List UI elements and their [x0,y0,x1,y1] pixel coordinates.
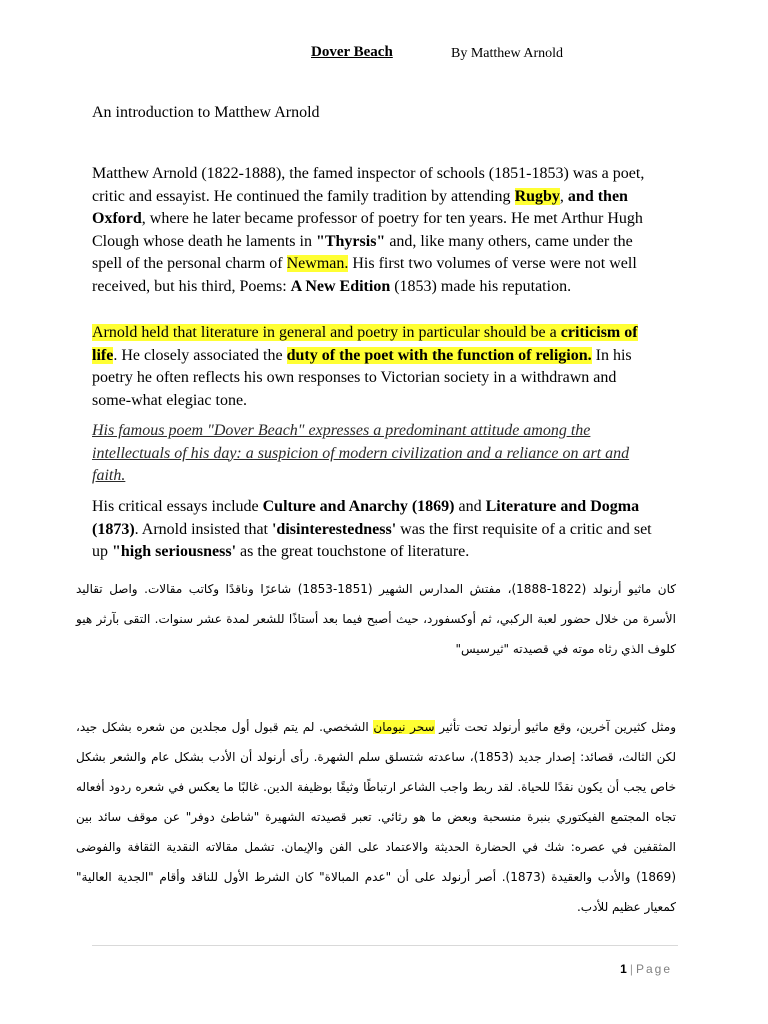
document-title: Dover Beach [311,44,393,60]
text-run: and [454,498,486,515]
intro-heading: An introduction to Matthew Arnold [92,104,320,121]
arabic-paragraph-2 [76,712,676,922]
paragraph-dover-beach: His famous poem "Dover Beach" expresses a predominant attitude among the intellectuals of his day: a suspicion of modern civilization and a reliance on art and faith. [92,422,630,484]
arabic-paragraph-1: كان ماثيو أرنولد (1822-1888)، مفتش المدارس الشهير (1851-1853) شاعرًا وناقدًا وكاتب مقالات. واصل تقاليد الأسرة من خلال حضور لعبة الركبي، ثم أوكسفورد، حيث أصبح فيما بعد أستاذًا للشعر لمدة عشر سنوات. التقى بآرثر هيو كلوف الذي رثاه موته في قصيدته "ثيرسيس" [76,582,676,656]
text-run: as the great touchstone of literature. [236,543,470,560]
text-run: ومثل كثيرين آخرين، وقع ماثيو أرنولد تحت تأثير [434,720,676,734]
document-author: By Matthew Arnold [451,46,563,61]
text-run: الشخصي. لم يتم قبول أول مجلدين من شعره بشكل جيد، لكن الثالث، قصائد: إصدار جديد (1853)، ساعدته شتسلق سلم الشهرة. رأى أرنولد أن الأدب بشكل عام والشعر بشكل خاص يجب أن يكون نقدًا للحياة. لقد ربط واجب الشاعر ارتباطًا وثيقًا بوظيفة الدين. غالبًا ما يعكس في شعره ردود أفعاله تجاه المجتمع الفيكتوري بنبرة منسحبة وبعض ما هو رثائي. تعبر قصيدته الشهيرة "شاطئ دوفر" عن موقف سائد بين المثقفين في عصره: شك في الحضارة الحديثة والاعتماد على الفن والإيمان. تشمل مقالاته النقدية الثقافة والفوضى (1869) والأدب والعقيدة (1873). أصر أرنولد على أن "عدم المبالاة" كان الشرط الأول للناقد وأقام "الجدية العالية" كمعيار عظيم للأدب. [76,720,676,914]
highlight-rugby: Rugby [514,187,560,205]
text-run: . Arnold insisted that [134,520,272,538]
arabic-highlight-newman: سحر نيومان [373,720,435,734]
text-run: , where he later became professor of poetry for ten years. He met Arthur Hugh Clough whose death he laments in [92,210,643,250]
footer-separator: | [629,962,633,976]
text-run: . He closely associated the [113,346,287,364]
bold-disinterestedness: 'disinterestedness' [271,520,397,538]
footer-divider [92,945,678,946]
bold-oxford: and then Oxford [92,187,628,227]
text-run: His first two volumes of verse were not well received, but his third, Poems: [92,255,637,295]
bold-high-seriousness: "high seriousness' [112,543,237,560]
text-run: (1853) made his reputation. [390,277,572,295]
highlight-duty-of-poet: duty of the poet with the function of religion. [286,346,592,364]
text-run: and, like many others, came under the spell of the personal charm of [92,232,633,272]
bold-culture-anarchy: Culture and Anarchy (1869) [262,498,455,515]
bold-new-edition: A New Edition [290,277,391,295]
text-run: His critical essays include [92,498,263,515]
paragraph-criticism [92,322,652,412]
highlight-newman: Newman. [286,255,349,272]
bold-thyrsis: "Thyrsis" [315,232,386,250]
text-run: In his poetry he often reflects his own responses to Victorian society in a withdrawn and some-what elegiac tone. [92,346,632,409]
text-run: was the first requisite of a critic and set up [92,520,652,560]
bold-literature-dogma: Literature and Dogma (1873) [92,498,640,538]
page-footer [620,962,672,976]
paragraph-essays [92,496,652,564]
page-number: 1 [620,962,627,976]
highlight-criticism-of-life: criticism of life [92,324,638,364]
page-label: Page [635,962,672,976]
text-run: , [559,187,568,205]
paragraph-biography [92,163,652,298]
text-run: Matthew Arnold (1822-1888), the famed inspector of schools (1851-1853) was a poet, critic and essayist. He continued the family tradition by attending [92,165,645,205]
highlight-text: Arnold held that literature in general and poetry in particular should be a [92,324,561,341]
